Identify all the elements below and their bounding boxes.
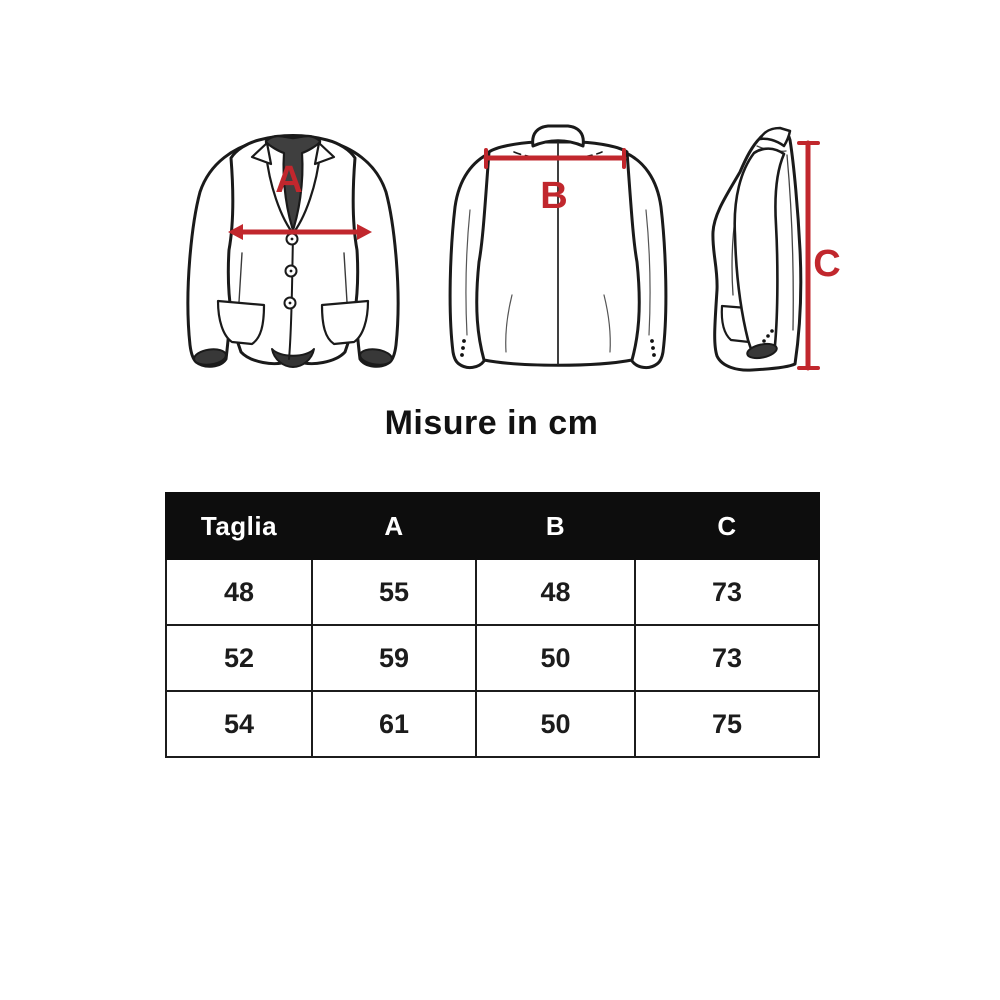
size-table bbox=[165, 492, 820, 758]
back-right-cuff-button bbox=[650, 339, 654, 343]
jacket-measurement-diagram bbox=[0, 0, 1000, 400]
measure-label-c: C bbox=[813, 243, 841, 285]
measure-a-cell: 59 bbox=[312, 625, 476, 691]
jacket-side-view-illustration bbox=[713, 128, 841, 370]
measure-c-cell: 73 bbox=[635, 559, 819, 625]
table-row bbox=[166, 559, 819, 625]
back-right-cuff-button bbox=[652, 353, 656, 357]
column-header-taglia: Taglia bbox=[166, 493, 312, 559]
measure-a-cell: 55 bbox=[312, 559, 476, 625]
size-cell: 54 bbox=[166, 691, 312, 757]
measure-b-cell: 48 bbox=[476, 559, 635, 625]
side-cuff-button bbox=[770, 329, 774, 333]
jacket-front-view-illustration bbox=[188, 136, 398, 368]
side-cuff-button bbox=[766, 334, 770, 338]
front-button-2-hole bbox=[290, 270, 293, 273]
table-row bbox=[166, 625, 819, 691]
page-title: Misure in cm bbox=[384, 404, 599, 442]
size-cell: 48 bbox=[166, 559, 312, 625]
table-header-row bbox=[166, 493, 819, 559]
measure-b-cell: 50 bbox=[476, 691, 635, 757]
back-right-cuff-button bbox=[651, 346, 655, 350]
back-left-cuff-button bbox=[462, 339, 466, 343]
column-header-a: A bbox=[312, 493, 476, 559]
back-left-cuff-button bbox=[460, 353, 464, 357]
column-header-b: B bbox=[476, 493, 635, 559]
front-button-3-hole bbox=[289, 302, 292, 305]
measure-label-b: B bbox=[540, 175, 568, 217]
back-left-cuff-button bbox=[461, 346, 465, 350]
measure-c-cell: 73 bbox=[635, 625, 819, 691]
front-button-1-hole bbox=[291, 238, 294, 241]
jacket-back-view-illustration bbox=[450, 126, 666, 368]
size-cell: 52 bbox=[166, 625, 312, 691]
measure-b-cell: 50 bbox=[476, 625, 635, 691]
table-row bbox=[166, 691, 819, 757]
measure-a-cell: 61 bbox=[312, 691, 476, 757]
measure-c-cell: 75 bbox=[635, 691, 819, 757]
column-header-c: C bbox=[635, 493, 819, 559]
measure-label-a: A bbox=[275, 159, 303, 201]
side-cuff-button bbox=[762, 339, 766, 343]
